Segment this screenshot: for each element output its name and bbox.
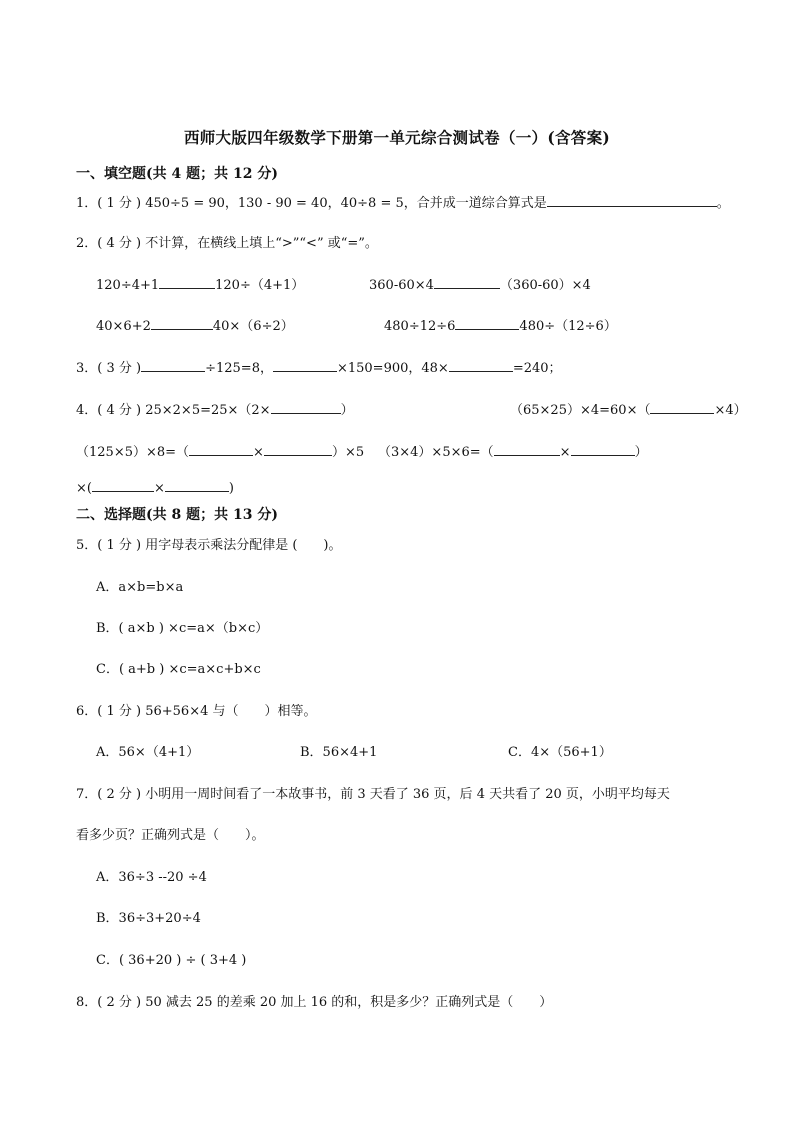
- answer-blank[interactable]: [494, 443, 560, 456]
- answer-blank[interactable]: [151, 317, 213, 330]
- compare-d: [384, 317, 617, 336]
- compare-a: [96, 276, 304, 295]
- option-5a[interactable]: A．a×b=b×a: [96, 580, 184, 595]
- compare-a-right: 120÷（4+1）: [215, 278, 305, 293]
- answer-blank[interactable]: [165, 479, 229, 492]
- question-3: [76, 359, 562, 378]
- compare-c-left: 40×6+2: [96, 319, 151, 334]
- question-4b: [510, 401, 747, 420]
- question-3-part: =240；: [512, 361, 562, 376]
- question-8: 8．( 2 分 ) 50 减去 25 的差乘 20 加上 16 的和，积是多少？正确列式是（ ）: [76, 995, 553, 1010]
- answer-blank[interactable]: [271, 401, 341, 414]
- question-3-part: ÷125=8，: [205, 361, 273, 376]
- question-7-line-1: 7．( 2 分 ) 小明用一周时间看了一本故事书，前 3 天看了 36 页，后 4 天共看了 20 页，小明平均每天: [76, 787, 670, 802]
- question-4a-text: 4．( 4 分 ) 25×2×5=25×（2×: [76, 403, 271, 418]
- compare-c: [96, 317, 294, 336]
- times-sign: ×: [253, 445, 264, 460]
- question-2: 2．( 4 分 ) 不计算，在横线上填上“>”“<” 或“=”。: [76, 236, 378, 251]
- question-6: 6．( 1 分 ) 56+56×4 与（ ）相等。: [76, 704, 317, 719]
- compare-b-left: 360-60×4: [369, 278, 434, 293]
- answer-blank[interactable]: [449, 359, 513, 372]
- compare-b-right: （360-60）×4: [499, 278, 591, 293]
- question-4c: [76, 443, 364, 462]
- question-4d-text: （3×4）×5×6=（: [378, 445, 494, 460]
- question-1-end: 。: [716, 196, 730, 211]
- answer-blank[interactable]: [434, 276, 500, 289]
- question-5: 5．( 1 分 ) 用字母表示乘法分配律是 ( )。: [76, 538, 342, 553]
- option-7b[interactable]: B．36÷3+20÷4: [96, 911, 201, 926]
- question-1: [76, 194, 730, 213]
- answer-blank[interactable]: [650, 401, 714, 414]
- times-sign: ×: [559, 445, 571, 460]
- question-7-line-2: 看多少页？正确列式是（ ）。: [76, 828, 265, 843]
- question-4b-text: （65×25）×4=60×（: [510, 403, 651, 418]
- question-4e: [76, 479, 234, 498]
- option-7a[interactable]: A．36÷3 --20 ÷4: [96, 870, 207, 885]
- question-4d: [378, 443, 648, 462]
- option-6c[interactable]: C．4×（56+1）: [508, 745, 612, 760]
- answer-blank[interactable]: [273, 359, 337, 372]
- answer-blank[interactable]: [571, 443, 635, 456]
- compare-d-left: 480÷12÷6: [384, 319, 456, 334]
- option-5b[interactable]: B．( a×b ) ×c=a×（b×c）: [96, 621, 269, 636]
- option-6b[interactable]: B．56×4+1: [300, 745, 378, 760]
- question-4a-close: ）: [340, 403, 354, 418]
- compare-a-left: 120÷4+1: [96, 278, 160, 293]
- answer-blank[interactable]: [189, 443, 253, 456]
- answer-blank[interactable]: [455, 317, 519, 330]
- compare-b: [369, 276, 591, 295]
- question-3-part: ×150=900，48×: [336, 361, 449, 376]
- option-7c[interactable]: C．( 36+20 ) ÷ ( 3+4 ): [96, 953, 247, 968]
- compare-c-right: 40×（6÷2）: [212, 319, 294, 334]
- answer-blank[interactable]: [92, 479, 154, 492]
- question-3-label: 3．( 3 分 ): [76, 361, 142, 376]
- question-1-text: 1．( 1 分 ) 450÷5 = 90，130 - 90 = 40，40÷8 = 5，合并成一道综合算式是: [76, 196, 547, 211]
- question-4b-close: ×4）: [714, 403, 747, 418]
- question-4c-text: （125×5）×8=（: [76, 445, 190, 460]
- option-6a[interactable]: A．56×（4+1）: [96, 745, 200, 760]
- answer-blank[interactable]: [547, 194, 717, 207]
- times-sign: ×: [153, 481, 165, 496]
- answer-blank[interactable]: [159, 276, 215, 289]
- answer-blank[interactable]: [141, 359, 205, 372]
- question-4e-close: ): [228, 481, 234, 496]
- answer-blank[interactable]: [264, 443, 332, 456]
- question-4e-open: ×(: [76, 481, 92, 496]
- option-5c[interactable]: C．( a+b ) ×c=a×c+b×c: [96, 662, 261, 677]
- page-title: 西师大版四年级数学下册第一单元综合测试卷（一）(含答案): [183, 128, 611, 147]
- section-fill-blank: 一、填空题(共 4 题；共 12 分): [76, 166, 278, 182]
- question-4c-close: ）×5: [331, 445, 365, 460]
- section-multiple-choice: 二、选择题(共 8 题；共 13 分): [76, 507, 278, 523]
- compare-d-right: 480÷（12÷6）: [519, 319, 617, 334]
- question-4d-close: ）: [634, 445, 648, 460]
- question-4a: [76, 401, 354, 420]
